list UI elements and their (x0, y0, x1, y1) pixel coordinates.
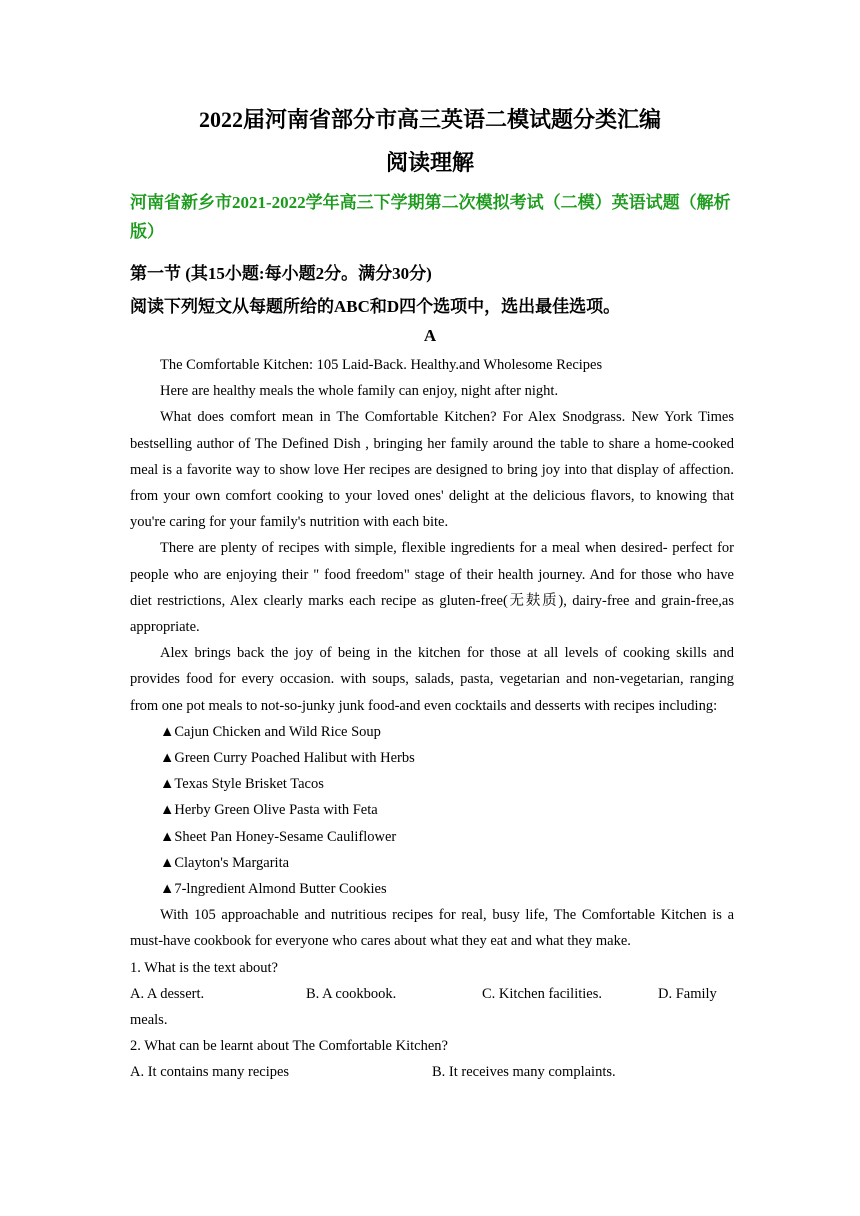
document-subtitle: 阅读理解 (385, 150, 474, 175)
recipe-item: ▲Clayton's Margarita (160, 854, 290, 871)
question-options (130, 1059, 734, 1085)
passage-paragraph: Alex brings back the joy of being in the kitchen for those at all levels of cooking skills and provides food for every occasion. with soups, salads, pasta, vegetarian and non-vegetarian, ranging from one pot meals to not-so-junky junk food-and even cocktails and desserts with recipes including: (130, 645, 734, 714)
option-b: B. It receives many complaints. (432, 1064, 616, 1081)
option-a: A. It contains many recipes (130, 1064, 290, 1081)
passage-title: The Comfortable Kitchen: 105 Laid-Back. Healthy.and Wholesome Recipes (160, 357, 603, 373)
section-instruction: 阅读下列短文从每题所给的ABC和D四个选项中，选出最佳选项。 (130, 297, 621, 316)
option-d: D. Family (658, 985, 717, 1002)
recipe-item: ▲Herby Green Olive Pasta with Feta (160, 802, 378, 819)
question-options (130, 981, 734, 1007)
recipe-item: ▲7-lngredient Almond Butter Cookies (160, 881, 387, 898)
recipe-item: ▲Sheet Pan Honey-Sesame Cauliflower (160, 828, 397, 845)
passage-paragraph: Here are healthy meals the whole family can enjoy, night after night. (160, 383, 559, 400)
passage-body (130, 352, 734, 1086)
document-title: 2022届河南省部分市高三英语二模试题分类汇编 (198, 107, 661, 132)
question-stem: 2. What can be learnt about The Comfortable Kitchen? (130, 1038, 448, 1055)
passage-letter: A (423, 326, 437, 345)
recipe-item: ▲Green Curry Poached Halibut with Herbs (160, 750, 415, 767)
option-a: A. A dessert. (130, 985, 205, 1002)
option-b: B. A cookbook. (306, 985, 397, 1002)
option-d-wrap: meals. (130, 1012, 168, 1029)
recipe-item: ▲Cajun Chicken and Wild Rice Soup (160, 723, 381, 740)
passage-paragraph: There are plenty of recipes with simple, flexible ingredients for a meal when desired- perfect for people who are enjoying their " food freedom" stage of their health journey. And for those who have diet restrictions, Alex clearly marks each recipe as gluten-free(无麸质), dairy-free and grain-free,as appropriate. (130, 540, 734, 636)
source-heading: 河南省新乡市2021-2022学年高三下学期第二次模拟考试（二模）英语试题（解析版） (130, 193, 731, 241)
question-stem: 1. What is the text about? (130, 959, 278, 976)
section-heading: 第一节 (其15小题:每小题2分。满分30分) (130, 264, 432, 283)
recipe-item: ▲Texas Style Brisket Tacos (160, 776, 324, 793)
option-c: C. Kitchen facilities. (482, 985, 602, 1002)
passage-paragraph: What does comfort mean in The Comfortable Kitchen? For Alex Snodgrass. New York Times bestselling author of The Defined Dish , bringing her family around the table to share a home-cooked meal is a favorite way to show love Her recipes are designed to bring joy into that display of affection. from your own comfort cooking to your loved ones' delight at the delicious flavors, to knowing that you're caring for your family's nutrition with each bite. (130, 409, 734, 531)
passage-closing: With 105 approachable and nutritious recipes for real, busy life, The Comfortable Kitchen is a must-have cookbook for everyone who cares about what they eat and what they make. (130, 907, 734, 950)
